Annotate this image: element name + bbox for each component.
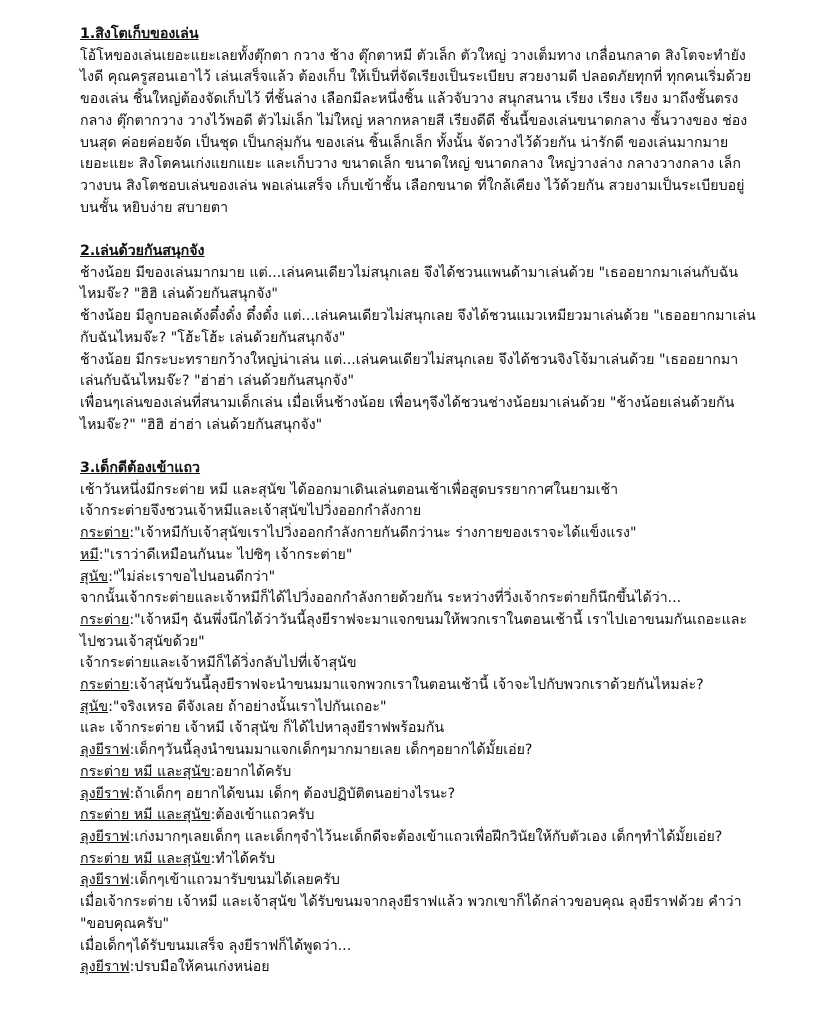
section-3-title: 3.เด็กดีต้องเข้าแถว [80,460,201,477]
dialogue-text: :เก่งมากๆเลยเด็กๆ และเด็กๆจำไว้นะเด็กดีจะต้องเข้าแถวเพื่อฝึกวินัยให้กับตัวเอง เด็กๆทำได้มั้ยเอ่ย? [129,828,723,845]
dialogue-text: :เด็กๆเข้าแถวมารับขนมได้เลยครับ [129,872,340,889]
dialogue-line [80,697,756,719]
dialogue-line [80,957,756,979]
dialogue-line [80,849,756,871]
dialogue-text: :"เจ้าหมีกับเจ้าสุนัขเราไปวิ่งออกกำลังกายกันดีกว่านะ ร่างกายของเราจะได้แข็งแรง" [129,525,637,542]
speaker-name: สุนัข [80,568,109,585]
dialogue-line [80,567,756,589]
speaker-name: กระต่าย หมี และสุนัข [80,807,211,824]
document-page [80,24,756,979]
dialogue-text: จากนั้นเจ้ากระต่ายและเจ้าหมีก็ได้ไปวิ่งออกกำลังกายด้วยกัน ระหว่างที่วิ่งเจ้ากระต่ายก็นึกขึ้นได้ว่า... [80,590,682,607]
speaker-name: ลุงยีราฟ [80,742,130,759]
speaker-name: ลุงยีราฟ [80,828,130,845]
dialogue-line [80,784,756,806]
dialogue-text: และ เจ้ากระต่าย เจ้าหมี เจ้าสุนัข ก็ได้ไปหาลุงยีราฟพร้อมกัน [80,720,445,737]
speaker-name: สุนัข [80,698,109,715]
dialogue-text: :"เราว่าดีเหมือนกันนะ ไปซิๆ เจ้ากระต่าย" [98,546,353,563]
dialogue-line [80,675,756,697]
dialogue-text: :ทำได้ครับ [210,850,276,867]
dialogue-line [80,588,756,610]
spacer [80,436,756,458]
dialogue-line [80,892,756,935]
speaker-name: ลุงยีราฟ [80,959,130,976]
dialogue-text: :ถ้าเด็กๆ อยากได้ขนม เด็กๆ ต้องปฏิบัติตนอย่างไรนะ? [129,785,456,802]
speaker-name: กระต่าย [80,677,130,694]
speaker-name: กระต่าย หมี และสุนัข [80,850,211,867]
dialogue-line [80,718,756,740]
dialogue-line [80,870,756,892]
dialogue-text: :"ไม่ล่ะเราขอไปนอนดีกว่า" [108,568,276,585]
speaker-name: กระต่าย [80,525,130,542]
speaker-name: หมี [80,546,99,563]
dialogue-text: เจ้ากระต่ายจึงชวนเจ้าหมีและเจ้าสุนัขไปวิ่งออกกำลังกาย [80,503,422,520]
spacer [80,219,756,241]
dialogue-line [80,545,756,567]
dialogue-text: :"จริงเหรอ ดีจังเลย ถ้าอย่างนั้นเราไปกันเถอะ" [108,698,387,715]
dialogue-line [80,610,756,653]
section-3-dialogue [80,480,756,979]
dialogue-text: เมื่อเจ้ากระต่าย เจ้าหมี และเจ้าสุนัข ได้รับขนมจากลุงยีราฟแล้ว พวกเขาก็ได้กล่าวขอบคุณ ลุงยีราฟด้วย คำว่า "ขอบคุณครับ" [80,894,742,932]
dialogue-text: เมื่อเด็กๆได้รับขนมเสร็จ ลุงยีราฟก็ได้พูดว่า... [80,937,352,954]
speaker-name: ลุงยีราฟ [80,872,130,889]
dialogue-line [80,480,756,502]
dialogue-text: :ปรบมือให้คนเก่งหน่อย [129,959,270,976]
section-2-line: ช้างน้อย มีของเล่นมากมาย แต่...เล่นคนเดียวไม่สนุกเลย จึงได้ชวนแพนด้ามาเล่นด้วย "เธออยากมาเล่นกับฉันไหมจ๊ะ? "ฮิฮิ เล่นด้วยกันสนุกจัง" [80,264,739,303]
dialogue-line [80,653,756,675]
dialogue-line [80,501,756,523]
dialogue-text: :อยากได้ครับ [210,763,292,780]
dialogue-line [80,762,756,784]
dialogue-line [80,523,756,545]
dialogue-line [80,805,756,827]
dialogue-text: :เจ้าสุนัขวันนี้ลุงยีราฟจะนำขนมมาแจกพวกเราในตอนเช้านี้ เจ้าจะไปกับพวกเราด้วยกันไหมล่ะ? [129,677,704,694]
section-2-line: เพื่อนๆเล่นของเล่นที่สนามเด็กเล่น เมื่อเห็นช้างน้อย เพื่อนๆจึงได้ชวนช่างน้อยมาเล่นด้วย "ช้างน้อยเล่นด้วยกันไหมจ๊ะ?" "ฮิฮิ ฮ่าฮ่า เล่นด้วยกันสนุกจัง" [80,394,735,433]
dialogue-text: เช้าวันหนึ่งมีกระต่าย หมี และสุนัข ได้ออกมาเดินเล่นตอนเช้าเพื่อสูดบรรยากาศในยามเช้า [80,481,619,498]
speaker-name: กระต่าย หมี และสุนัข [80,763,211,780]
dialogue-line [80,936,756,958]
dialogue-text: :"เจ้าหมีๆ ฉันพึ่งนึกได้ว่าวันนี้ลุงยีราฟจะมาแจกขนมให้พวกเราในตอนเช้านี้ เราไปเอาขนมกันเถอะและไปชวนเจ้าสุนัขด้วย" [80,611,748,650]
speaker-name: กระต่าย [80,611,130,628]
dialogue-line [80,740,756,762]
section-1-title: 1.สิงโตเก็บของเล่น [80,26,199,42]
section-2-line: ช้างน้อย มีกระบะทรายกว้างใหญ่น่าเล่น แต่...เล่นคนเดียวไม่สนุกเลย จึงได้ชวนจิงโจ้มาเล่นด้วย "เธออยากมาเล่นกับฉันไหมจ๊ะ? "ฮ่าฮ่า เล่นด้วยกันสนุกจัง" [80,351,739,390]
section-2-line: ช้างน้อย มีลูกบอลเด้งดึ๋งดั๋ง ดึ๋งดั๋ง แต่...เล่นคนเดียวไม่สนุกเลย จึงได้ชวนแมวเหมียวมาเล่นด้วย "เธออยากมาเล่นกับฉันไหมจ๊ะ? "โฮ้ะโฮ้ะ เล่นด้วยกันสนุกจัง" [80,308,756,346]
dialogue-text: :ต้องเข้าแถวครับ [210,807,315,824]
speaker-name: ลุงยีราฟ [80,785,130,802]
dialogue-text: :เด็กๆวันนี้ลุงนำขนมมาแจกเด็กๆมากมายเลย เด็กๆอยากได้มั้ยเอ่ย? [129,742,533,759]
dialogue-text: เจ้ากระต่ายและเจ้าหมีก็ได้วิ่งกลับไปที่เจ้าสุนัข [80,655,357,672]
dialogue-line [80,827,756,849]
section-1-body: โอ้โหของเล่นเยอะแยะเลยทั้งตุ๊กตา กวาง ช้าง ตุ๊กตาหมี ตัวเล็ก ตัวใหญ่ วางเต็มทาง เกลื่อนกลาด สิงโตจะทำยังไงดี คุณครูสอนเอาไว้ เล่นเสร็จแล้ว ต้องเก็บ ให้เป็นที่จัดเรียงเป็นระเบียบ สวยงามดี ปลอดภัยทุกที่ ทุกคนเริ่มด้วยของเล่น ชิ้นใหญ่ต้องจัดเก็บไว้ ที่ชั้นล่าง เลือกมีละหนึ่งชิ้น แล้วจับวาง สนุกสนาน เรียง เรียง เรียง มาถึงชั้นตรงกลาง ตุ๊กตากวาง วางไว้พอดี ตัวไม่เล็ก ไม่ใหญ่ หลากหลายสี เรียงดีดี ชั้นนี้ของเล่นขนาดกลาง ชั้นวางของ ช่องบนสุด ค่อยค่อยจัด เป็นชุด เป็นกลุ่มกัน ของเล่น ชิ้นเล็กเล็ก ทั้งนั้น จัดวางไว้ด้วยกัน น่ารักดี ของเล่นมากมาย เยอะแยะ สิงโตคนเก่งแยกแยะ และเก็บวาง ขนาดเล็ก ขนาดใหญ่ ขนาดกลาง ใหญ่วางล่าง กลางวางกลาง เล็กวางบน สิงโตชอบเล่นของเล่น พอเล่นเสร็จ เก็บเข้าชั้น เลือกขนาด ที่ใกล้เคียง ไว้ด้วยกัน สวยงามเป็นระเบียบอยู่บนชั้น หยิบง่าย สบายตา [80,47,752,216]
section-2-title: 2.เล่นด้วยกันสนุกจัง [80,243,205,260]
